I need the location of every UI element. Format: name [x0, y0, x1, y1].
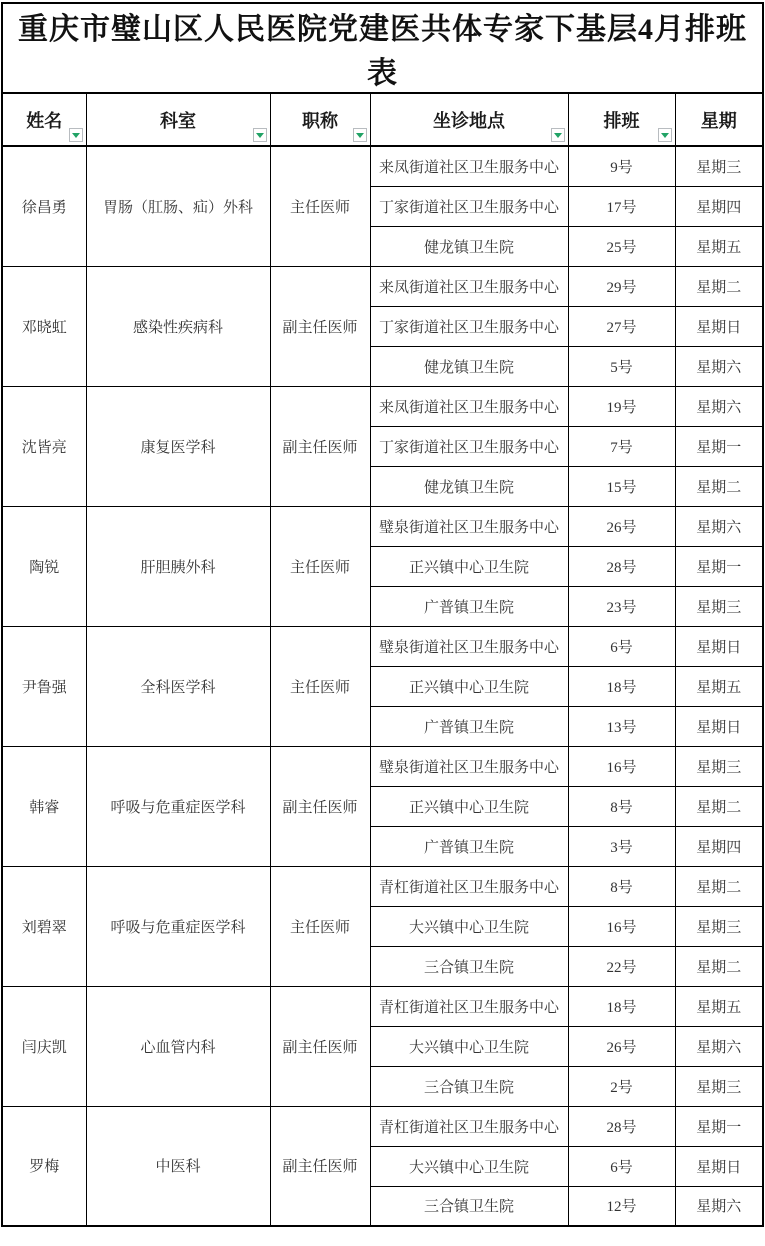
doctor-department: 胃肠（肛肠、疝）外科: [86, 146, 270, 266]
clinic-location: 来凤街道社区卫生服务中心: [370, 146, 568, 186]
table-row: [2, 986, 763, 1026]
doctor-department: 心血管内科: [86, 986, 270, 1106]
clinic-location: 健龙镇卫生院: [370, 346, 568, 386]
clinic-location: 三合镇卫生院: [370, 946, 568, 986]
weekday: 星期三: [675, 1066, 763, 1106]
chevron-down-icon: [554, 133, 562, 138]
clinic-location: 来凤街道社区卫生服务中心: [370, 386, 568, 426]
doctor-department: 康复医学科: [86, 386, 270, 506]
schedule-date: 16号: [568, 906, 675, 946]
doctor-name: 罗梅: [2, 1106, 86, 1226]
schedule-date: 5号: [568, 346, 675, 386]
schedule-date: 29号: [568, 266, 675, 306]
clinic-location: 健龙镇卫生院: [370, 226, 568, 266]
weekday: 星期一: [675, 426, 763, 466]
weekday: 星期日: [675, 306, 763, 346]
schedule-date: 8号: [568, 866, 675, 906]
clinic-location: 广普镇卫生院: [370, 826, 568, 866]
table-row: [2, 746, 763, 786]
schedule-date: 7号: [568, 426, 675, 466]
weekday: 星期三: [675, 906, 763, 946]
doctor-job-title: 主任医师: [270, 626, 370, 746]
doctor-department: 全科医学科: [86, 626, 270, 746]
chevron-down-icon: [256, 133, 264, 138]
clinic-location: 来凤街道社区卫生服务中心: [370, 266, 568, 306]
schedule-date: 12号: [568, 1186, 675, 1226]
column-header-name-label: 姓名: [26, 110, 63, 131]
filter-button-name[interactable]: [69, 128, 83, 142]
doctor-department: 呼吸与危重症医学科: [86, 866, 270, 986]
doctor-name: 韩睿: [2, 746, 86, 866]
doctor-job-title: 副主任医师: [270, 1106, 370, 1226]
schedule-date: 15号: [568, 466, 675, 506]
doctor-job-title: 主任医师: [270, 146, 370, 266]
weekday: 星期二: [675, 466, 763, 506]
doctor-job-title: 主任医师: [270, 866, 370, 986]
clinic-location: 丁家街道社区卫生服务中心: [370, 426, 568, 466]
header-row: [2, 93, 763, 146]
schedule-date: 9号: [568, 146, 675, 186]
doctor-name: 尹鲁强: [2, 626, 86, 746]
doctor-job-title: 副主任医师: [270, 746, 370, 866]
weekday: 星期六: [675, 1026, 763, 1066]
doctor-job-title: 副主任医师: [270, 986, 370, 1106]
schedule-date: 18号: [568, 666, 675, 706]
table-row: [2, 1106, 763, 1146]
schedule-date: 2号: [568, 1066, 675, 1106]
clinic-location: 大兴镇中心卫生院: [370, 906, 568, 946]
clinic-location: 青杠街道社区卫生服务中心: [370, 1106, 568, 1146]
column-header-weekday: [675, 93, 763, 146]
doctor-name: 徐昌勇: [2, 146, 86, 266]
schedule-date: 28号: [568, 1106, 675, 1146]
table-row: [2, 266, 763, 306]
table-row: [2, 146, 763, 186]
schedule-date: 17号: [568, 186, 675, 226]
doctor-department: 呼吸与危重症医学科: [86, 746, 270, 866]
doctor-department: 感染性疾病科: [86, 266, 270, 386]
clinic-location: 正兴镇中心卫生院: [370, 666, 568, 706]
doctor-name: 闫庆凯: [2, 986, 86, 1106]
schedule-date: 18号: [568, 986, 675, 1026]
doctor-job-title: 副主任医师: [270, 386, 370, 506]
weekday: 星期二: [675, 266, 763, 306]
clinic-location: 青杠街道社区卫生服务中心: [370, 986, 568, 1026]
weekday: 星期四: [675, 826, 763, 866]
schedule-table: [1, 2, 764, 1227]
weekday: 星期二: [675, 866, 763, 906]
clinic-location: 正兴镇中心卫生院: [370, 546, 568, 586]
doctor-name: 沈皆亮: [2, 386, 86, 506]
table-row: [2, 626, 763, 666]
weekday: 星期六: [675, 506, 763, 546]
schedule-date: 25号: [568, 226, 675, 266]
schedule-date: 28号: [568, 546, 675, 586]
clinic-location: 丁家街道社区卫生服务中心: [370, 306, 568, 346]
schedule-date: 3号: [568, 826, 675, 866]
weekday: 星期一: [675, 1106, 763, 1146]
schedule-date: 16号: [568, 746, 675, 786]
chevron-down-icon: [661, 133, 669, 138]
clinic-location: 大兴镇中心卫生院: [370, 1026, 568, 1066]
filter-button-location[interactable]: [551, 128, 565, 142]
clinic-location: 璧泉街道社区卫生服务中心: [370, 506, 568, 546]
doctor-department: 肝胆胰外科: [86, 506, 270, 626]
column-header-weekday-label: 星期: [700, 110, 737, 131]
doctor-job-title: 主任医师: [270, 506, 370, 626]
weekday: 星期三: [675, 146, 763, 186]
filter-button-title[interactable]: [353, 128, 367, 142]
filter-button-schedule[interactable]: [658, 128, 672, 142]
weekday: 星期日: [675, 626, 763, 666]
weekday: 星期五: [675, 666, 763, 706]
weekday: 星期日: [675, 1146, 763, 1186]
column-header-title: [270, 93, 370, 146]
weekday: 星期二: [675, 786, 763, 826]
weekday: 星期三: [675, 586, 763, 626]
table-row: [2, 506, 763, 546]
schedule-date: 8号: [568, 786, 675, 826]
schedule-date: 6号: [568, 1146, 675, 1186]
weekday: 星期四: [675, 186, 763, 226]
clinic-location: 丁家街道社区卫生服务中心: [370, 186, 568, 226]
doctor-name: 邓晓虹: [2, 266, 86, 386]
schedule-date: 22号: [568, 946, 675, 986]
schedule-date: 26号: [568, 1026, 675, 1066]
clinic-location: 广普镇卫生院: [370, 706, 568, 746]
schedule-date: 19号: [568, 386, 675, 426]
weekday: 星期六: [675, 1186, 763, 1226]
weekday: 星期六: [675, 346, 763, 386]
column-header-schedule: [568, 93, 675, 146]
weekday: 星期一: [675, 546, 763, 586]
schedule-date: 23号: [568, 586, 675, 626]
weekday: 星期日: [675, 706, 763, 746]
column-header-department: [86, 93, 270, 146]
doctor-name: 刘碧翠: [2, 866, 86, 986]
clinic-location: 广普镇卫生院: [370, 586, 568, 626]
clinic-location: 璧泉街道社区卫生服务中心: [370, 746, 568, 786]
weekday: 星期五: [675, 226, 763, 266]
clinic-location: 正兴镇中心卫生院: [370, 786, 568, 826]
doctor-department: 中医科: [86, 1106, 270, 1226]
schedule-date: 26号: [568, 506, 675, 546]
page-title: 重庆市璧山区人民医院党建医共体专家下基层4月排班表: [2, 3, 763, 93]
clinic-location: 健龙镇卫生院: [370, 466, 568, 506]
doctor-name: 陶锐: [2, 506, 86, 626]
clinic-location: 大兴镇中心卫生院: [370, 1146, 568, 1186]
column-header-title-label: 职称: [302, 110, 338, 131]
schedule-date: 6号: [568, 626, 675, 666]
column-header-location: [370, 93, 568, 146]
clinic-location: 三合镇卫生院: [370, 1066, 568, 1106]
schedule-date: 27号: [568, 306, 675, 346]
weekday: 星期五: [675, 986, 763, 1026]
column-header-name: [2, 93, 86, 146]
title-row: [2, 3, 763, 93]
column-header-location-label: 坐诊地点: [433, 110, 505, 131]
clinic-location: 三合镇卫生院: [370, 1186, 568, 1226]
table-row: [2, 386, 763, 426]
column-header-schedule-label: 排班: [603, 110, 640, 131]
table-row: [2, 866, 763, 906]
clinic-location: 璧泉街道社区卫生服务中心: [370, 626, 568, 666]
filter-button-department[interactable]: [253, 128, 267, 142]
schedule-date: 13号: [568, 706, 675, 746]
chevron-down-icon: [72, 133, 80, 138]
weekday: 星期三: [675, 746, 763, 786]
clinic-location: 青杠街道社区卫生服务中心: [370, 866, 568, 906]
doctor-job-title: 副主任医师: [270, 266, 370, 386]
column-header-department-label: 科室: [160, 110, 196, 131]
chevron-down-icon: [356, 133, 364, 138]
weekday: 星期六: [675, 386, 763, 426]
weekday: 星期二: [675, 946, 763, 986]
